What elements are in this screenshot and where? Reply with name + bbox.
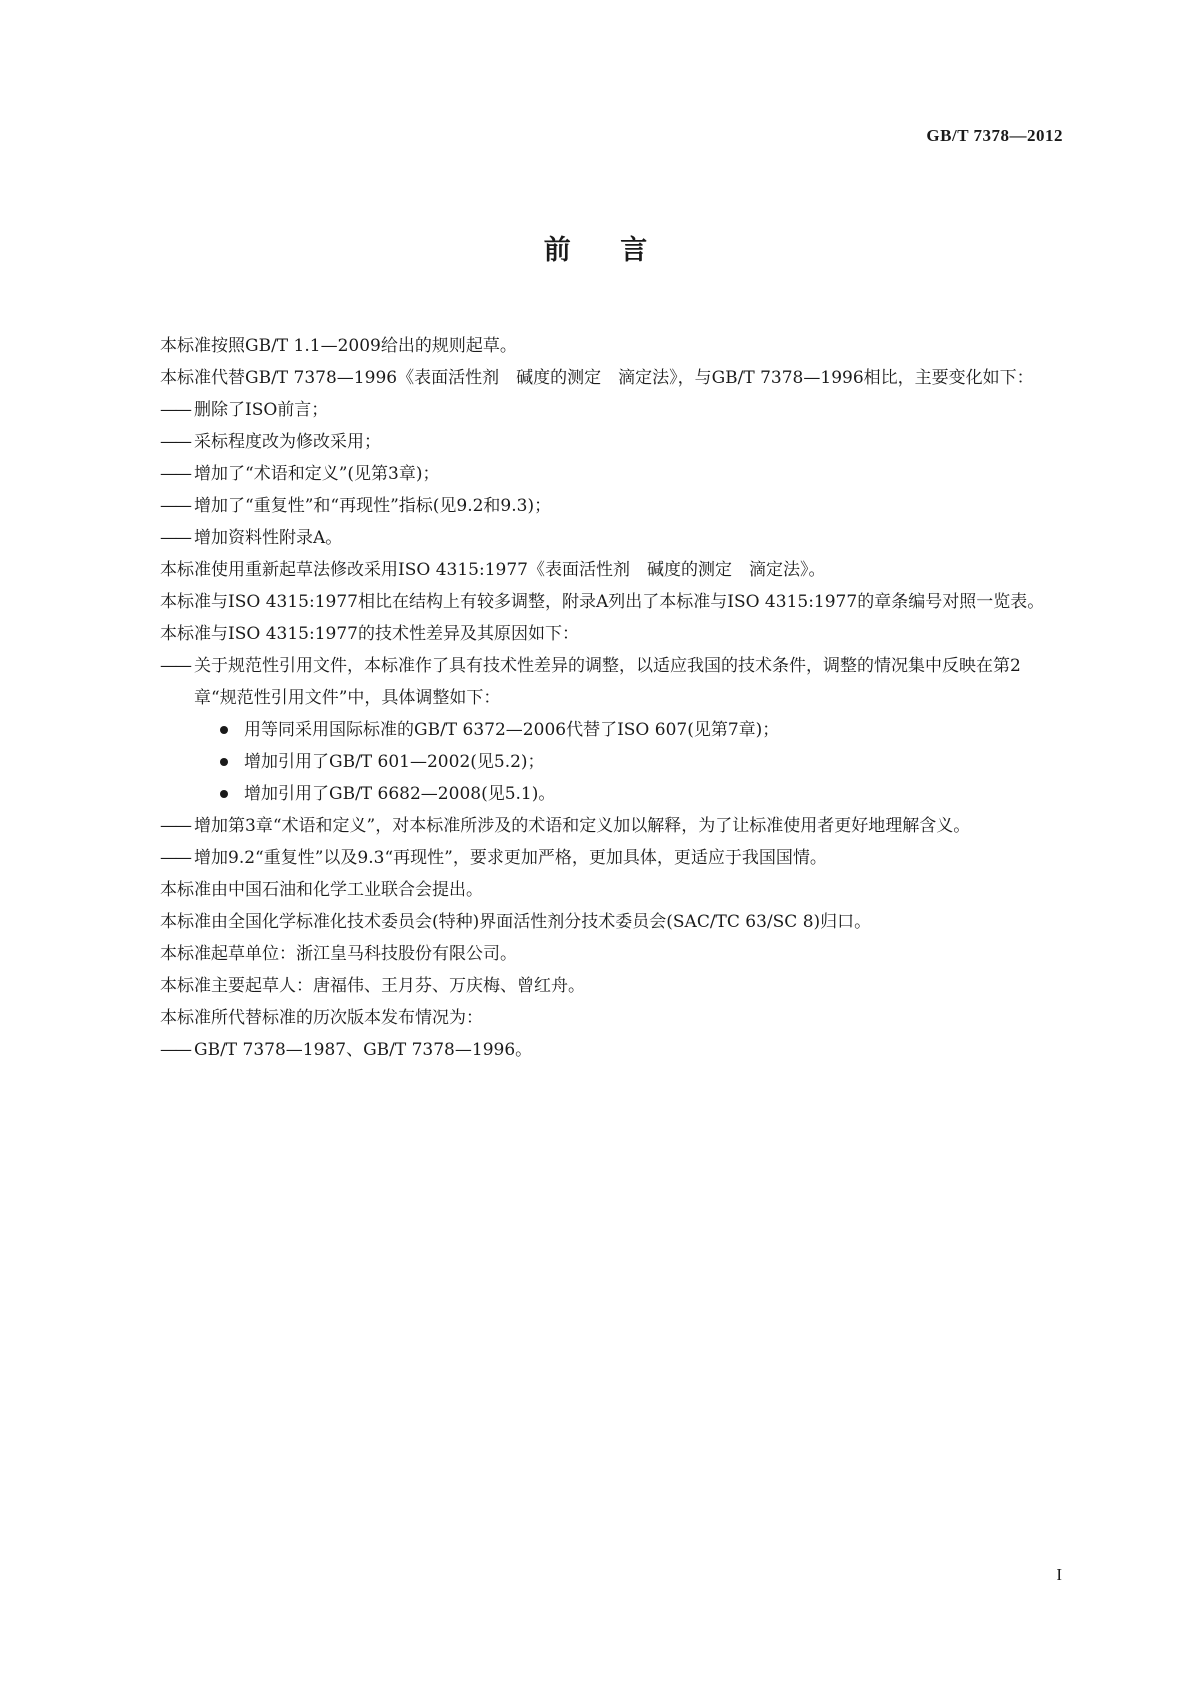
bullet-dot-icon <box>220 726 228 734</box>
paragraph-proposed-by: 本标准由中国石油和化学工业联合会提出。 <box>160 880 483 900</box>
dash-marker: —— <box>160 432 190 452</box>
list-item: —— 增加资料性附录A。 <box>126 522 1061 554</box>
list-item: —— 增加了“重复性”和“再现性”指标(见9.2和9.3)； <box>126 490 1061 522</box>
dash-marker: —— <box>160 816 190 836</box>
paragraph-adoption: 本标准使用重新起草法修改采用ISO 4315:1977《表面活性剂 碱度的测定 滴定法》。 <box>160 560 826 580</box>
standard-code: GB/T 7378—2012 <box>926 126 1063 145</box>
list-item: —— 增加9.2“重复性”以及9.3“再现性”，要求更加严格，更加具体，更适应于我国国情。 <box>126 842 1061 874</box>
list-item: —— 增加第3章“术语和定义”，对本标准所涉及的术语和定义加以解释，为了让标准使用者更好地理解含义。 <box>126 810 1061 842</box>
foreword-body <box>126 330 1061 1066</box>
dash-marker: —— <box>160 400 190 420</box>
paragraph-drafting-rules: 本标准按照GB/T 1.1—2009给出的规则起草。 <box>160 336 517 356</box>
list-item: —— GB/T 7378—1987、GB/T 7378—1996。 <box>126 1034 1061 1066</box>
bullet-item: 用等同采用国际标准的GB/T 6372—2006代替了ISO 607(见第7章)； <box>126 714 1061 746</box>
title-char-2: 言 <box>620 235 648 266</box>
page-title <box>0 228 1191 267</box>
title-char-1: 前 <box>543 235 571 266</box>
dash-marker: —— <box>160 496 190 516</box>
paragraph-replaces: 本标准代替GB/T 7378—1996《表面活性剂 碱度的测定 滴定法》，与GB/T 7378—1996相比，主要变化如下： <box>160 368 1034 388</box>
list-item: —— 关于规范性引用文件，本标准作了具有技术性差异的调整，以适应我国的技术条件，调整的情况集中反映在第2章“规范性引用文件”中，具体调整如下： <box>126 650 1061 714</box>
paragraph-previous-editions: 本标准所代替标准的历次版本发布情况为： <box>160 1008 483 1028</box>
list-item: —— 删除了ISO前言； <box>126 394 1061 426</box>
dash-marker: —— <box>160 1040 190 1060</box>
bullet-dot-icon <box>220 758 228 766</box>
dash-marker: —— <box>160 528 190 548</box>
list-item: —— 增加了“术语和定义”(见第3章)； <box>126 458 1061 490</box>
dash-marker: —— <box>160 848 190 868</box>
dash-marker: —— <box>160 464 190 484</box>
bullet-item: 增加引用了GB/T 6682—2008(见5.1)。 <box>126 778 1061 810</box>
page-number: I <box>1056 1565 1062 1584</box>
dash-marker: —— <box>160 656 190 676</box>
paragraph-drafting-unit: 本标准起草单位：浙江皇马科技股份有限公司。 <box>160 944 517 964</box>
paragraph-under-jurisdiction: 本标准由全国化学标准化技术委员会(特种)界面活性剂分技术委员会(SAC/TC 63/SC 8)归口。 <box>160 912 872 932</box>
paragraph-drafters: 本标准主要起草人：唐福伟、王月芬、万庆梅、曾红舟。 <box>160 976 585 996</box>
paragraph-structure: 本标准与ISO 4315:1977相比在结构上有较多调整，附录A列出了本标准与ISO 4315:1977的章条编号对照一览表。 <box>160 592 1045 612</box>
list-item: —— 采标程度改为修改采用； <box>126 426 1061 458</box>
bullet-dot-icon <box>220 790 228 798</box>
bullet-item: 增加引用了GB/T 601—2002(见5.2)； <box>126 746 1061 778</box>
paragraph-differences: 本标准与ISO 4315:1977的技术性差异及其原因如下： <box>160 624 579 644</box>
